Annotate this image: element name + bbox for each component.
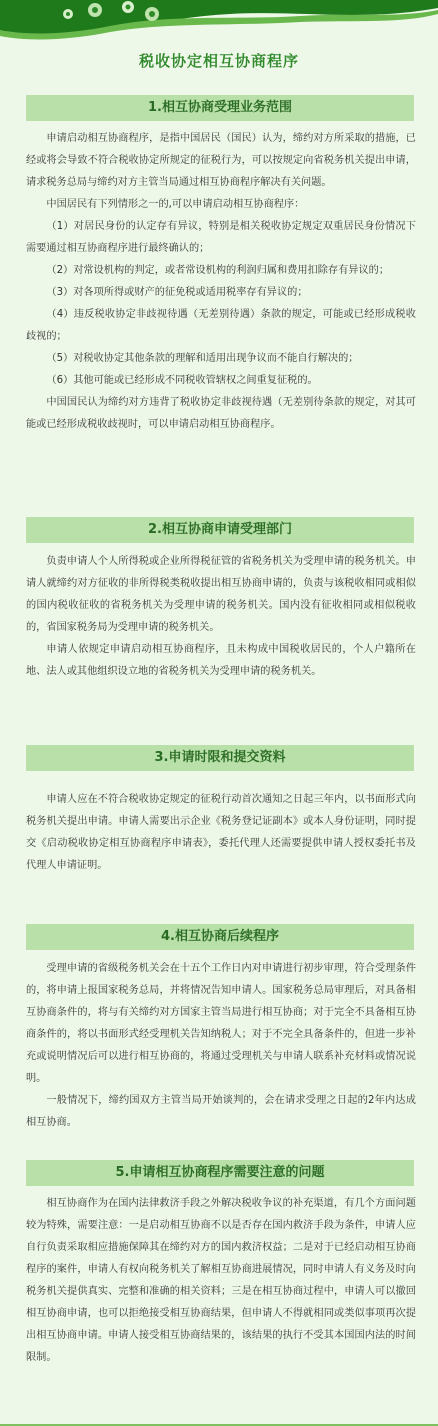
paragraph: 受理申请的省级税务机关会在十五个工作日内对申请进行初步审理，符合受理条件的，将申请上报国家税务总局，并将情况告知申请人。国家税务总局审理后，对具备相互协商条件的，将与有关缔约对方国家主管当局进行相互协商；对于完全不具备相互协商条件的，将以书面形式经受理机关告知纳税人；对于不完全具备条件的，但进一步补充或说明情况后可以进行相互协商的，将通过受理机关与申请人联系补充材料或情况说明。 bbox=[26, 963, 416, 1084]
paragraph: （1）对居民身份的认定存有异议，特别是相关税收协定规定双重居民身份情况下需要通过相互协商程序进行最终确认的； bbox=[26, 221, 416, 254]
paragraph: 负责申请人个人所得税或企业所得税征管的省税务机关为受理申请的税务机关。申请人就缔约对方征收的非所得税类税收提出相互协商申请的，负责与该税收相同或相似的国内税收征收的省税务机关为受理申请的税务机关。国内没有征收相同或相似税收的，省国家税务局为受理申请的税务机关。 bbox=[26, 556, 416, 633]
paragraph: （6）其他可能或已经形成不同税收管辖权之间重复征税的。 bbox=[46, 375, 318, 386]
header-decoration bbox=[0, 0, 438, 45]
section-5-body bbox=[26, 1193, 416, 1369]
paragraph: （3）对各项所得或财产的征免税或适用税率存有异议的； bbox=[46, 287, 308, 298]
paragraph: 中国居民有下列情形之一的,可以申请启动相互协商程序： bbox=[46, 199, 305, 210]
paragraph: 申请人依规定申请启动相互协商程序，且未构成中国税收居民的，个人户籍所在地、法人或其他组织设立地的省税务机关为受理申请的税务机关。 bbox=[26, 644, 416, 677]
section-3-body bbox=[26, 789, 416, 877]
section-2-body bbox=[26, 551, 416, 683]
section-1-heading: 1.相互协商受理业务范围 bbox=[26, 95, 414, 121]
section-4-heading: 4.相互协商后续程序 bbox=[26, 924, 414, 950]
paragraph: 中国国民认为缔约对方违背了税收协定非歧视待遇（无差别待条款的规定，对其可能或已经形成税收歧视时，可以申请启动相互协商程序。 bbox=[26, 397, 416, 430]
section-4-body bbox=[26, 958, 416, 1134]
section-1-body bbox=[26, 128, 416, 436]
paragraph: 申请启动相互协商程序，是指中国居民（国民）认为，缔约对方所采取的措施，已经或将会导致不符合税收协定所规定的征税行为，可以按规定向省税务机关提出申请，请求税务总局与缔约对方主管当局通过相互协商程序解决有关问题。 bbox=[26, 133, 416, 188]
section-3-heading: 3.申请时限和提交资料 bbox=[26, 745, 414, 771]
paragraph: （5）对税收协定其他条款的理解和适用出现争议而不能自行解决的； bbox=[46, 353, 359, 364]
paragraph: 相互协商作为在国内法律救济手段之外解决税收争议的补充渠道，有几个方面问题较为特殊，需要注意：一是启动相互协商不以是否存在国内救济手段为条件，申请人应自行负责采取相应措施保障其在缔约对方的国内救济权益；二是对于已经启动相互协商程序的案件，申请人有权向税务机关了解相互协商进展情况，同时申请人有义务及时向税务机关提供真实、完整和准确的相关资料；三是在相互协商过程中，申请人可以撤回相互协商申请，也可以拒绝接受相互协商结果，但申请人不得就相同或类似事项再次提出相互协商申请。申请人接受相互协商结果的，该结果的执行不受其本国国内法的时间限制。 bbox=[26, 1198, 416, 1363]
section-2-heading: 2.相互协商申请受理部门 bbox=[26, 517, 414, 543]
page-title: 税收协定相互协商程序 bbox=[138, 52, 299, 70]
paragraph: （2）对常设机构的判定，或者常设机构的利润归属和费用扣除存有异议的； bbox=[46, 265, 390, 276]
paragraph: 一般情况下，缔约国双方主管当局开始谈判的，会在请求受理之日起的2年内达成相互协商。 bbox=[26, 1095, 416, 1128]
paragraph: 申请人应在不符合税收协定规定的征税行动首次通知之日起三年内，以书面形式向税务机关提出申请。申请人需要出示企业《税务登记证副本》或本人身份证明，同时提交《启动税收协定相互协商程序申请表》，委托代理人还需要提供申请人授权委托书及代理人申请证明。 bbox=[26, 794, 416, 871]
section-5-heading: 5.申请相互协商程序需要注意的问题 bbox=[26, 1160, 414, 1186]
paragraph: （4）违反税收协定非歧视待遇（无差别待遇）条款的规定，可能或已经形成税收歧视的； bbox=[26, 309, 416, 342]
